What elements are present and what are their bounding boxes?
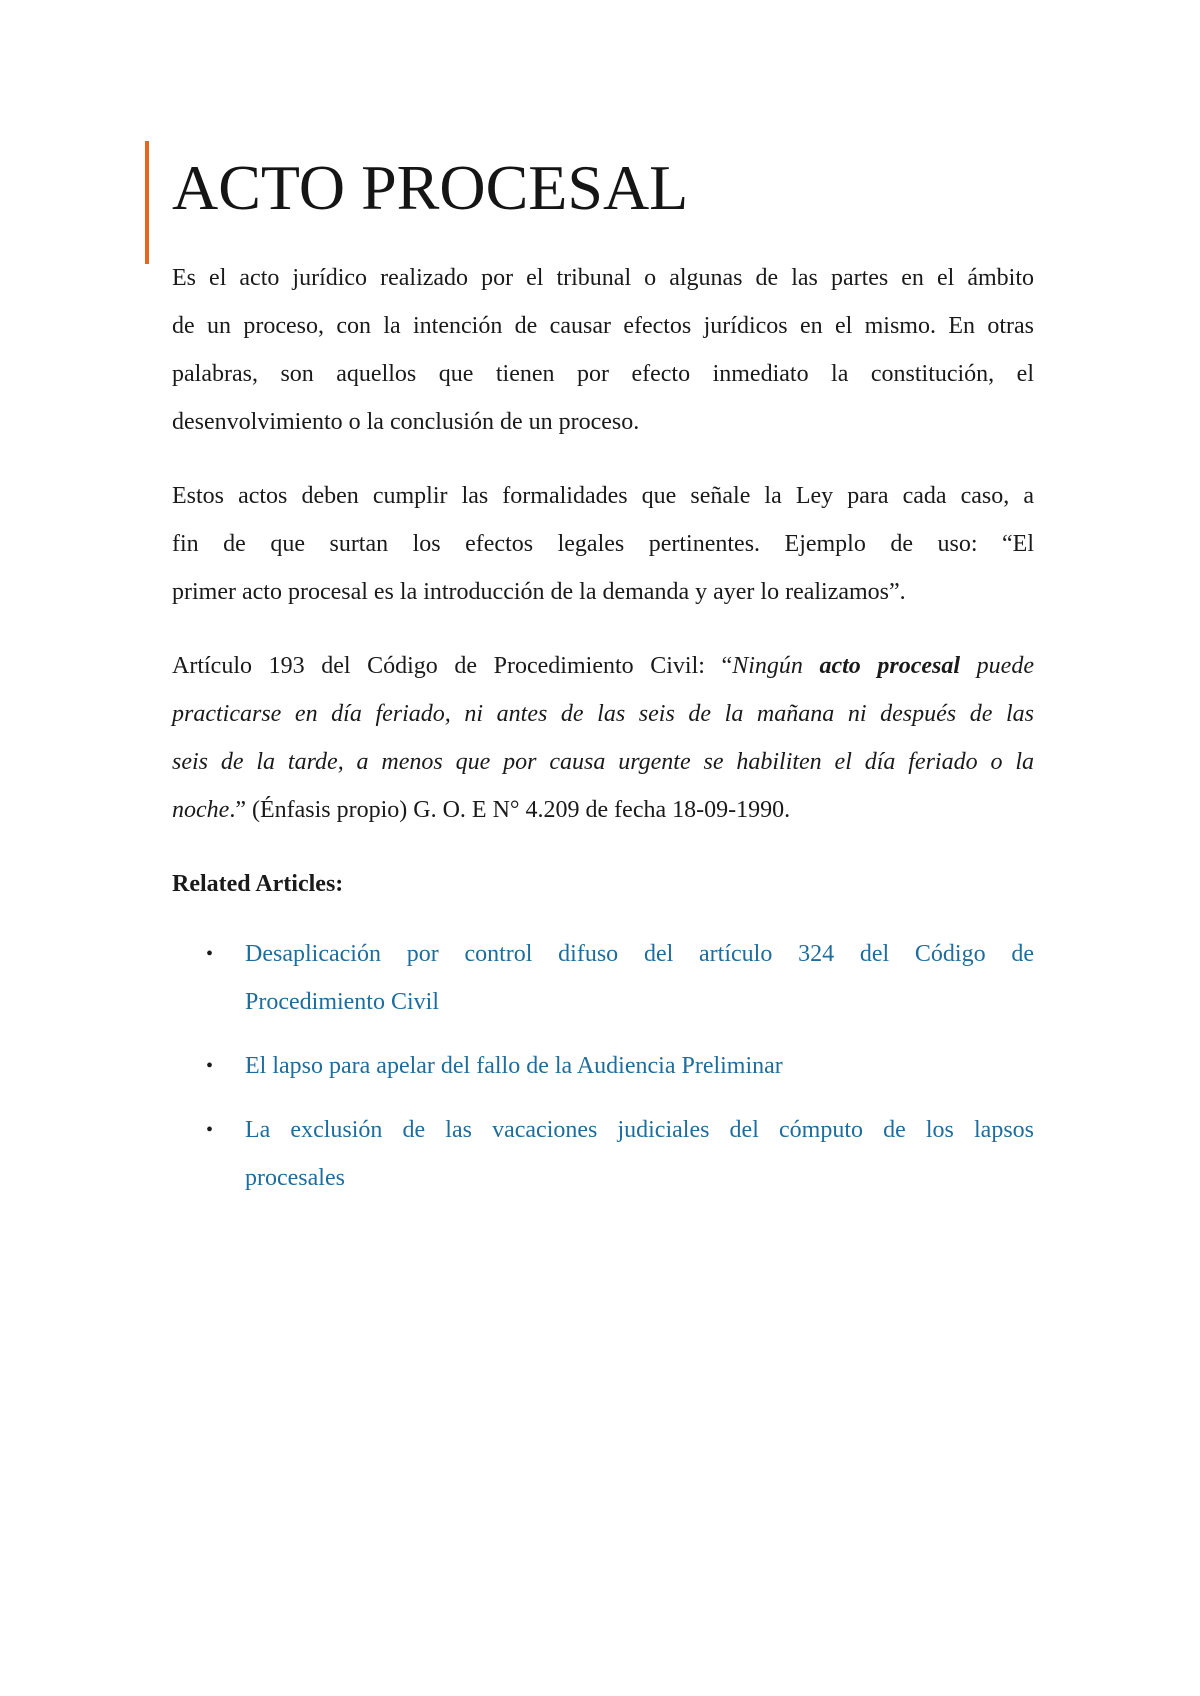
related-articles-heading: Related Articles: [172,871,344,897]
article-quote-paragraph [172,642,1034,834]
link-line[interactable]: Procedimiento Civil [245,989,439,1015]
definition-paragraph [172,254,1034,446]
list-item [172,930,1034,1026]
link-line[interactable]: procesales [245,1165,345,1191]
quote-prefix: Artículo 193 del Código de Procedimiento Civil: “ [172,653,733,679]
quote-italic: Ningún [732,653,820,679]
paragraph-line [172,690,1034,738]
article-body [172,254,1034,1218]
paragraph-line: palabras, son aquellos que tienen por efecto inmediato la constitución, el [172,361,1034,387]
paragraph-line: primer acto procesal es la introducción de la demanda y ayer lo realizamos”. [172,579,906,605]
paragraph-line: de un proceso, con la intención de causar efectos jurídicos en el mismo. En otras [172,313,1034,339]
related-article-link[interactable] [245,1106,1034,1202]
link-line[interactable]: Desaplicación por control difuso del artículo 324 del Código de [245,941,1034,967]
link-line[interactable]: La exclusión de las vacaciones judiciales del cómputo de los lapsos [245,1117,1034,1143]
bullet-icon: • [206,1055,214,1077]
title-accent-bar [145,141,149,264]
example-paragraph [172,472,1034,616]
quote-italic: seis de la tarde, a menos que por causa urgente se habiliten el día feriado o la [172,749,1034,775]
quote-italic: puede [960,653,1034,679]
quote-italic: noche [172,797,230,823]
related-articles-list [172,930,1034,1202]
page-title: ACTO PROCESAL [172,152,689,223]
paragraph-line [172,786,1034,834]
quote-italic: practicarse en día feriado, ni antes de las seis de la mañana ni después de las [172,701,1034,727]
paragraph-line: fin de que surtan los efectos legales pertinentes. Ejemplo de uso: “El [172,531,1034,557]
paragraph-line: desenvolvimiento o la conclusión de un proceso. [172,409,640,435]
list-item [172,1042,1034,1090]
paragraph-line [172,738,1034,786]
paragraph-line: Es el acto jurídico realizado por el tribunal o algunas de las partes en el ámbito [172,265,1034,291]
quote-citation: .” (Énfasis propio) G. O. E N° 4.209 de fecha 18-09-1990. [229,797,791,823]
paragraph-line [172,642,1034,690]
quote-emphasis: acto procesal [819,653,961,679]
related-article-link[interactable] [245,930,1034,1026]
related-article-link[interactable] [245,1042,1034,1090]
paragraph-line: Estos actos deben cumplir las formalidades que señale la Ley para cada caso, a [172,483,1034,509]
bullet-icon: • [206,1119,214,1141]
list-item [172,1106,1034,1202]
link-line[interactable]: El lapso para apelar del fallo de la Audiencia Preliminar [245,1053,783,1079]
bullet-icon: • [206,943,214,965]
